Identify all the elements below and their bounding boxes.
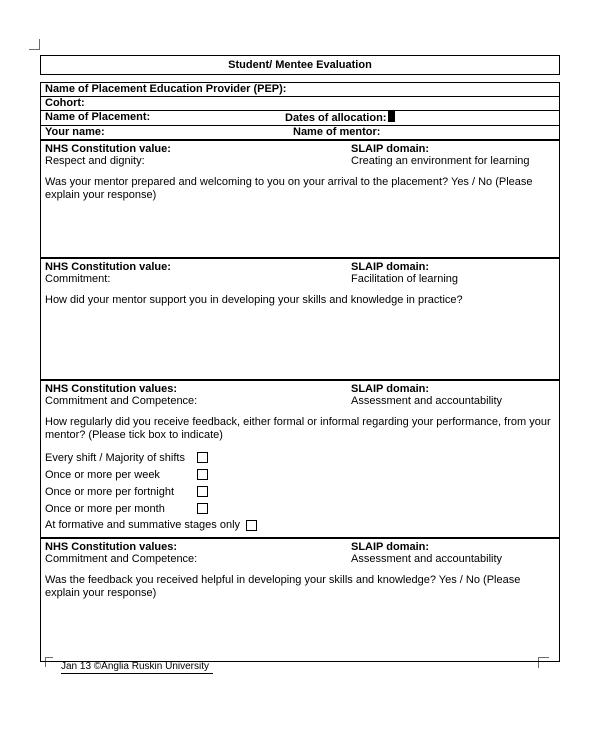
mentor-name-label: Name of mentor: [293, 126, 381, 138]
slaip-domain-value: Facilitation of learning [351, 273, 459, 285]
section-value-row [45, 553, 555, 565]
slaip-domain-value: Assessment and accountability [351, 553, 503, 565]
slaip-domain-label: SLAIP domain: [351, 383, 430, 395]
nhs-constitution-label: NHS Constitution values: [45, 383, 178, 395]
question-text: Was your mentor prepared and welcoming to you on your arrival to the placement? Yes / No (Please explain your response) [45, 176, 533, 201]
section-feedback-helpful [41, 537, 559, 661]
section-value-row [45, 395, 555, 407]
option-once-per-month [45, 500, 555, 517]
section-value-row [45, 273, 555, 285]
margin-mark-top-left-icon [29, 39, 40, 50]
footer-text: Jan 13 ©Anglia Ruskin University [61, 661, 213, 674]
option-label: Once or more per fortnight [45, 485, 175, 498]
placement-name-field[interactable] [45, 111, 285, 124]
option-label: Once or more per week [45, 468, 160, 481]
slaip-domain-label: SLAIP domain: [351, 261, 430, 273]
section-header-row [45, 541, 555, 553]
your-name-label: Your name: [45, 126, 105, 138]
section-commitment [41, 257, 559, 379]
placement-name-label: Name of Placement: [45, 111, 151, 123]
section-feedback-frequency [41, 379, 559, 537]
option-formative-summative [45, 517, 555, 533]
dates-of-allocation-field[interactable] [285, 111, 555, 124]
checkbox-icon[interactable] [197, 452, 208, 463]
answer-area[interactable] [41, 333, 559, 379]
option-once-per-week [45, 466, 555, 483]
section-value-row [45, 155, 555, 167]
cohort-label: Cohort: [45, 97, 85, 109]
slaip-domain-value: Assessment and accountability [351, 395, 503, 407]
dates-of-allocation-label: Dates of allocation: [285, 112, 387, 124]
nhs-constitution-value: Commitment and Competence: [45, 395, 198, 407]
pep-label: Name of Placement Education Provider (PEP): [45, 83, 287, 95]
option-label: At formative and summative stages only [45, 519, 241, 531]
slaip-domain-label: SLAIP domain: [351, 143, 430, 155]
form-title: Student/ Mentee Evaluation [40, 55, 560, 75]
option-label: Once or more per month [45, 502, 165, 515]
placement-dates-row [41, 111, 559, 126]
slaip-domain-label: SLAIP domain: [351, 541, 430, 553]
question-text: Was the feedback you received helpful in developing your skills and knowledge? Yes / No (Please explain your response) [45, 574, 521, 599]
pep-field-row[interactable] [41, 83, 559, 97]
checkbox-icon[interactable] [197, 486, 208, 497]
spacer [40, 75, 560, 82]
nhs-constitution-value: Commitment: [45, 273, 111, 285]
section-header-row [45, 143, 555, 155]
option-label: Every shift / Majority of shifts [45, 451, 185, 464]
text-cursor-icon [388, 111, 395, 122]
checkbox-icon[interactable] [197, 469, 208, 480]
nhs-constitution-value: Respect and dignity: [45, 155, 145, 167]
slaip-domain-value: Creating an environment for learning [351, 155, 530, 167]
question-text: How did your mentor support you in developing your skills and knowledge in practice? [45, 294, 463, 306]
evaluation-form [40, 55, 560, 662]
section-respect-and-dignity [41, 139, 559, 257]
section-header-row [45, 261, 555, 273]
option-every-shift [45, 449, 555, 466]
mentor-name-field[interactable] [293, 126, 555, 138]
nhs-constitution-label: NHS Constitution values: [45, 541, 178, 553]
answer-area[interactable] [41, 615, 559, 661]
form-body [40, 82, 560, 662]
checkbox-icon[interactable] [197, 503, 208, 514]
cohort-field-row[interactable] [41, 97, 559, 111]
nhs-constitution-label: NHS Constitution value: [45, 143, 171, 155]
nhs-constitution-value: Commitment and Competence: [45, 553, 198, 565]
page-footer [61, 661, 213, 674]
option-once-per-fortnight [45, 483, 555, 500]
frequency-options [45, 449, 555, 533]
question-text: How regularly did you receive feedback, either formal or informal regarding your performance, from your mentor? (Please tick box to indicate) [45, 416, 551, 441]
checkbox-icon[interactable] [246, 520, 257, 531]
answer-area[interactable] [41, 211, 559, 257]
names-row [41, 126, 559, 139]
nhs-constitution-label: NHS Constitution value: [45, 261, 171, 273]
your-name-field[interactable] [45, 126, 293, 138]
section-header-row [45, 383, 555, 395]
